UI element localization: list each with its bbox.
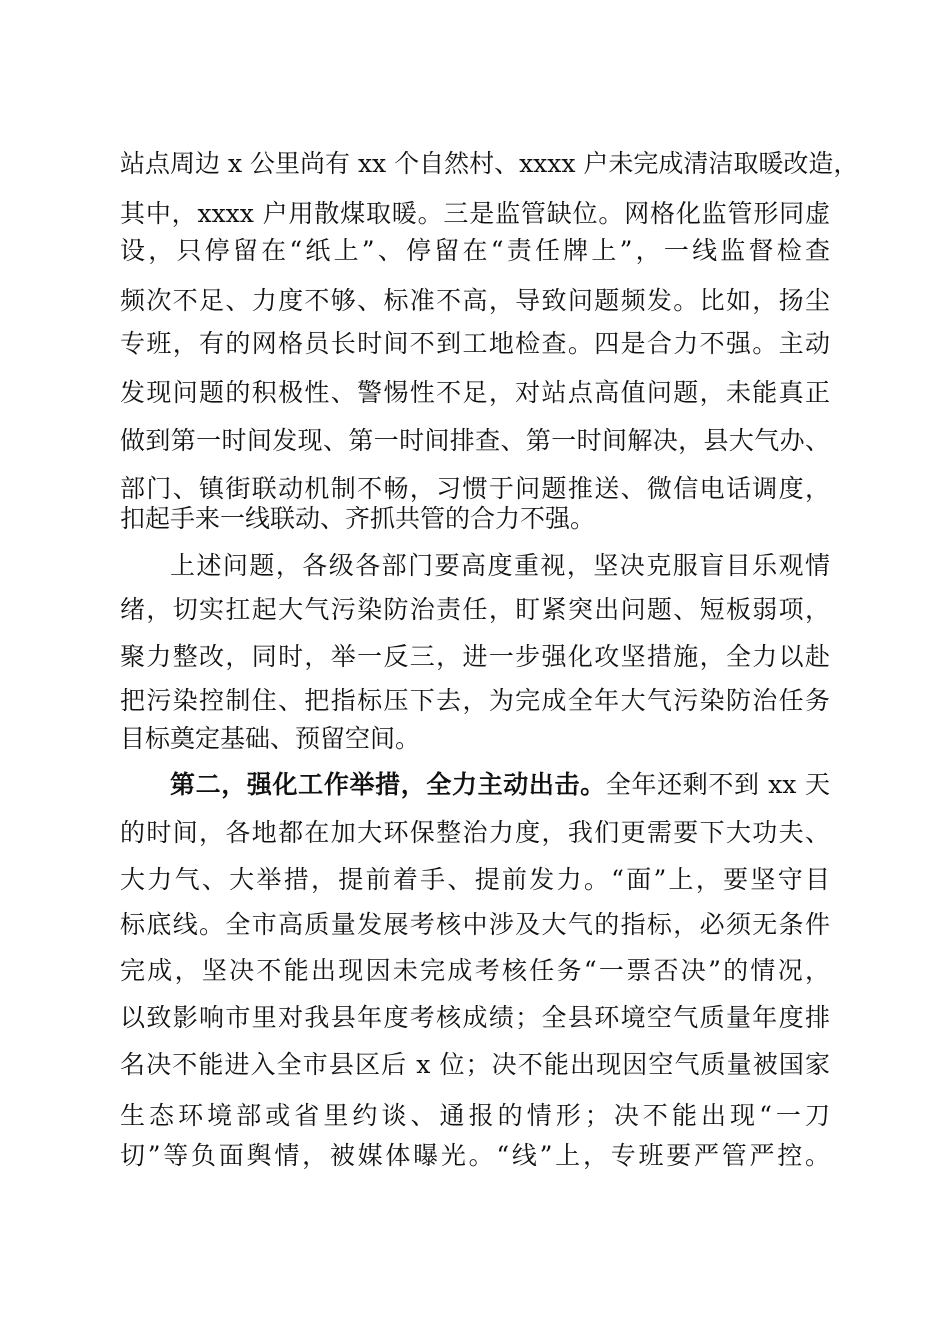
section-heading: 第二，强化工作举措，全力主动出击。 [170,770,606,799]
text-line: 以致影响市里对我县年度考核成绩；全县环境空气质量年度排 [120,1003,830,1032]
heading-continuation: 全年还剩不到 xx 天 [605,770,830,799]
text-line: 设，只停留在“纸上”、停留在“责任牌上”，一线监督检查 [120,236,830,265]
text-line: 专班，有的网格员长时间不到工地检查。四是合力不强。主动 [120,329,830,358]
text-line: 频次不足、力度不够、标准不高，导致问题频发。比如，扬尘 [120,286,830,315]
text-line: 标底线。全市高质量发展考核中涉及大气的指标，必须无条件 [120,910,830,939]
paragraph-first-line: 上述问题，各级各部门要高度重视，坚决克服盲目乐观情 [170,551,830,580]
text-line: 大力气、大举措，提前着手、提前发力。“面”上，要坚守目 [120,865,830,894]
text-line: 切”等负面舆情，被媒体曝光。“线”上，专班要严管严控。 [120,1141,830,1170]
text-line: 部门、镇街联动机制不畅，习惯于问题推送、微信电话调度， [120,474,830,503]
text-line: 的时间，各地都在加大环保整治力度，我们更需要下大功夫、 [120,818,830,847]
text-line: 扣起手来一线联动、齐抓共管的合力不强。 [120,504,596,533]
text-line: 绪，切实扛起大气污染防治责任，盯紧突出问题、短板弱项， [120,595,830,624]
text-line: 站点周边 x 公里尚有 xx 个自然村、xxxx 户未完成清洁取暖改造， [120,149,859,178]
text-line: 聚力整改，同时，举一反三，进一步强化攻坚措施，全力以赴 [120,642,830,671]
text-line: 做到第一时间发现、第一时间排查、第一时间解决，县大气办、 [120,426,830,455]
text-line: 其中，xxxx 户用散煤取暖。三是监管缺位。网格化监管形同虚 [120,199,830,228]
text-line: 生态环境部或省里约谈、通报的情形；决不能出现“一刀 [120,1101,830,1130]
text-line: 名决不能进入全市县区后 x 位；决不能出现因空气质量被国家 [120,1050,830,1079]
text-line: 发现问题的积极性、警惕性不足，对站点高值问题，未能真正 [120,378,830,407]
text-line: 目标奠定基础、预留空间。 [120,724,421,753]
paragraph-first-line [170,760,830,810]
text-line: 把污染控制住、把指标压下去，为完成全年大气污染防治任务 [120,686,830,715]
text-line: 完成，坚决不能出现因未完成考核任务“一票否决”的情况， [120,956,830,985]
